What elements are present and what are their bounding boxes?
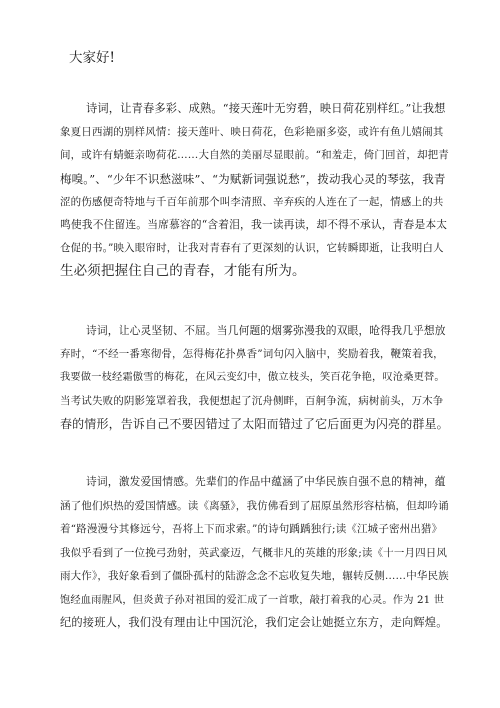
paragraph-line: 诗词，让心灵坚韧、不屈。当几何题的烟雾弥漫我的双眼，呛得我几乎想放 [86,324,446,337]
paragraph-line: 着“路漫漫兮其修远兮，吾将上下而求索。”的诗句踽踽独行;读《江城子密州出猎》 [60,523,443,535]
paragraph-line: 生必须把握住自己的青春，才能有所为。 [60,263,306,279]
paragraph-line: 春的情形，告诉自己不要因错过了太阳而错过了它后面更为闪亮的群星。 [60,417,449,431]
greeting: 大家好! [69,50,115,66]
paragraph-line: 仓促的书。”映入眼帘时，让我对青春有了更深刻的认识，它转瞬即逝，让我明白人 [60,242,444,254]
paragraph-line: 涩的伤感便奇特地与千百年前那个叫李清照、辛弃疾的人连在了一起，情感上的共 [60,196,444,208]
paragraph-line: 我似乎看到了一位挽弓劲射，英武豪迈，气概非凡的英雄的形象;读《十一月四日风 [60,547,448,559]
paragraph-line: 弃时，“不经一番寒彻骨，怎得梅花扑鼻香”词句闪入脑中，奖励着我，鞭策着我， [60,348,444,360]
paragraph-line: 鸣使我不住留连。当席慕容的“含着泪，我一读再读，却不得不承认，青春是本太 [60,218,448,231]
paragraph-line: 雨大作》，我好象看到了僵卧孤村的陆游念念不忘收复失地，辗转反侧……中华民族 [60,570,449,582]
paragraph-line: 当考试失败的阴影笼罩着我，我便想起了沉舟侧畔，百舸争流，病树前头，万木争 [60,395,444,407]
paragraph-line: 梅嗅。”、“少年不识愁滋味”、“为赋新词强说愁”，拨动我心灵的琴弦，我青 [60,172,446,186]
paragraph-line: 诗词，激发爱国情感。先辈们的作品中蕴涵了中华民族自强不息的精神，蕴 [86,475,446,488]
paragraph-line: 我要做一枝经霜傲雪的梅花，在风云变幻中，傲立枝头，笑百花争艳，叹沧桑更替。 [60,371,445,383]
paragraph-line: 诗词，让青春多彩、成熟。“接天莲叶无穷碧，映日荷花别样红。”让我想 [86,102,446,115]
paragraph-line: 象夏日西湖的别样风情：接天莲叶、映日荷花，色彩艳丽多姿，或许有鱼儿嬉闹其 [60,126,444,138]
paragraph-line: 饱经血雨腥风，但炎黄子孙对祖国的爱汇成了一首歌，敲打着我的心灵。作为 21 世 [60,594,445,606]
paragraph-line: 纪的接班人，我们没有理由让中国沉沦，我们定会让她挺立东方，走向辉煌。 [60,616,448,629]
paragraph-line: 间，或许有蜻蜓亲吻荷花……大自然的美丽尽显眼前。“和羞走，倚门回首，却把青 [60,149,449,161]
paragraph-line: 涵了他们炽热的爱国情感。读《离骚》，我仿佛看到了屈原虽然形容枯槁，但却吟诵 [60,500,449,512]
